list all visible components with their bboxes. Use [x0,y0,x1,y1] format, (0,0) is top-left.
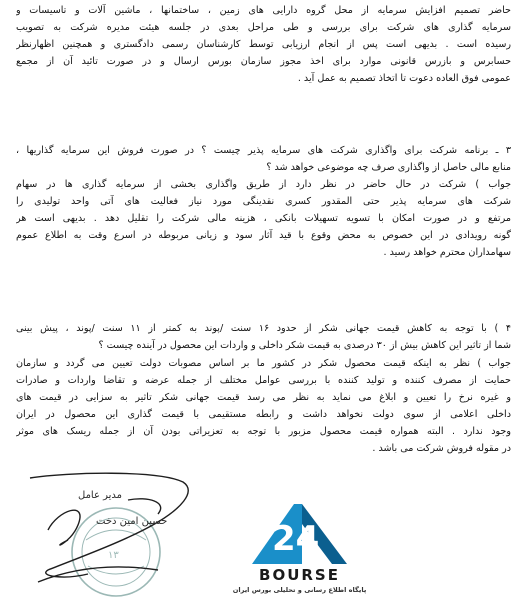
question-4 [16,320,511,354]
text-line: حسابرس و بازرس قانونی موارد برای اخذ مجوز سازمان بورس ارسال و در صورت تائید آن از مجمع [16,56,511,67]
text-line: سهامداران محترم خواهد رسید . [383,247,511,258]
text-line: منابع مالی حاصل از واگذاری صرف چه موضوعی خواهد شد ؟ [266,162,511,173]
text-line: رسیده است . بدیهی است پس از انجام ارزیابی توسط کارشناسان رسمی دادگستری و همچنین اظهارنظر [16,39,511,50]
logo-number: 24 [272,519,320,559]
answer-4 [16,355,511,457]
text-line: داخلی اعلامی از سوی دولت نخواهد داشت و رابطه مستقیمی با قیمت گذاری این محصول در ایران [16,409,511,420]
paragraph-capital-increase [16,2,511,87]
text-line: سرمایه گذاری های شرکت برای بررسی و طی مراحل بعدی در جلسه هیئت مدیره شرکت به تصویب [16,22,511,33]
text-line: عمومی فوق العاده دعوت تا اتخاذ تصمیم به عمل آید . [297,73,511,84]
bourse24-logo [232,502,367,600]
bourse24-logo-icon [232,502,367,566]
answer-3 [16,176,511,261]
text-line: مرتفع و در صورت امکان با تسویه تسهیلات بانکی ، هزینه مالی شرکت را تقلیل دهد . بدیهی است هر [16,213,511,224]
text-line: شرکت های سرمایه پذیر حتی المقدور کسری نقدینگی مورد نیاز فعالیت های آتی واحد تولیدی را [16,196,511,207]
text-line: ۴ ) با توجه به کاهش قیمت جهانی شکر از حدود ۱۶ سنت /پوند به کمتر از ۱۱ سنت /پوند ، پیش بینی [16,323,511,334]
svg-text:۱۳: ۱۳ [108,550,119,561]
logo-word: BOURSE [259,566,340,584]
signature-name: حسین امین دخت [96,516,168,527]
text-line: شما از تاثیر این کاهش بیش از ۳۰ درصدی به قیمت شکر داخلی و واردات این محصول در آینده چیست ؟ [98,340,511,351]
text-line: گونه رویدادی در این خصوص به محض وقوع با قید آثار سود و زیانی مربوطه در اسرع وقت به اطلاع عموم [16,230,511,241]
text-line: حاضر تصمیم افزایش سرمایه از محل گروه دارایی های زمین ، ساختمانها ، ماشین آلات و تاسیسات و [16,5,511,16]
signature-title: مدیر عامل [78,490,123,501]
signature-block [8,470,218,600]
text-line: ۳ ـ برنامه شرکت برای واگذاری شرکت های سرمایه پذیر چیست ؟ در صورت فروش این سرمایه گذاریها ، [16,145,511,156]
text-line: وجود ندارد . البته همواره قیمت محصول مزبور با توجه به تعزیراتی بودن آن از جمله ریسک های موثر [16,426,511,437]
logo-tagline: پایگاه اطلاع رسانی و تحلیلی بورس ایران [232,586,367,594]
text-line: جواب ) نظر به اینکه قیمت محصول شکر در کشور ما بر اساس مصوبات دولت تعیین می گردد و سازمان [16,358,511,369]
text-line: حمایت از مصرف کننده و تولید کننده با بررسی عوامل مختلف از جمله عرضه و تقاضا واردات و صادرات [16,375,511,386]
text-line: و غیره نرخ را تعیین و ابلاغ می نماید به نظر می رسد قیمت جهانی شکر تاثیر به سزایی در قیمت های [16,392,511,403]
question-3 [16,142,511,176]
text-line: در مقوله فروش شرکت می باشد . [372,443,511,454]
text-line: جواب ) شرکت در حال حاضر در نظر دارد از طریق واگذاری بخشی از سرمایه گذاری ها در سهام [16,179,511,190]
